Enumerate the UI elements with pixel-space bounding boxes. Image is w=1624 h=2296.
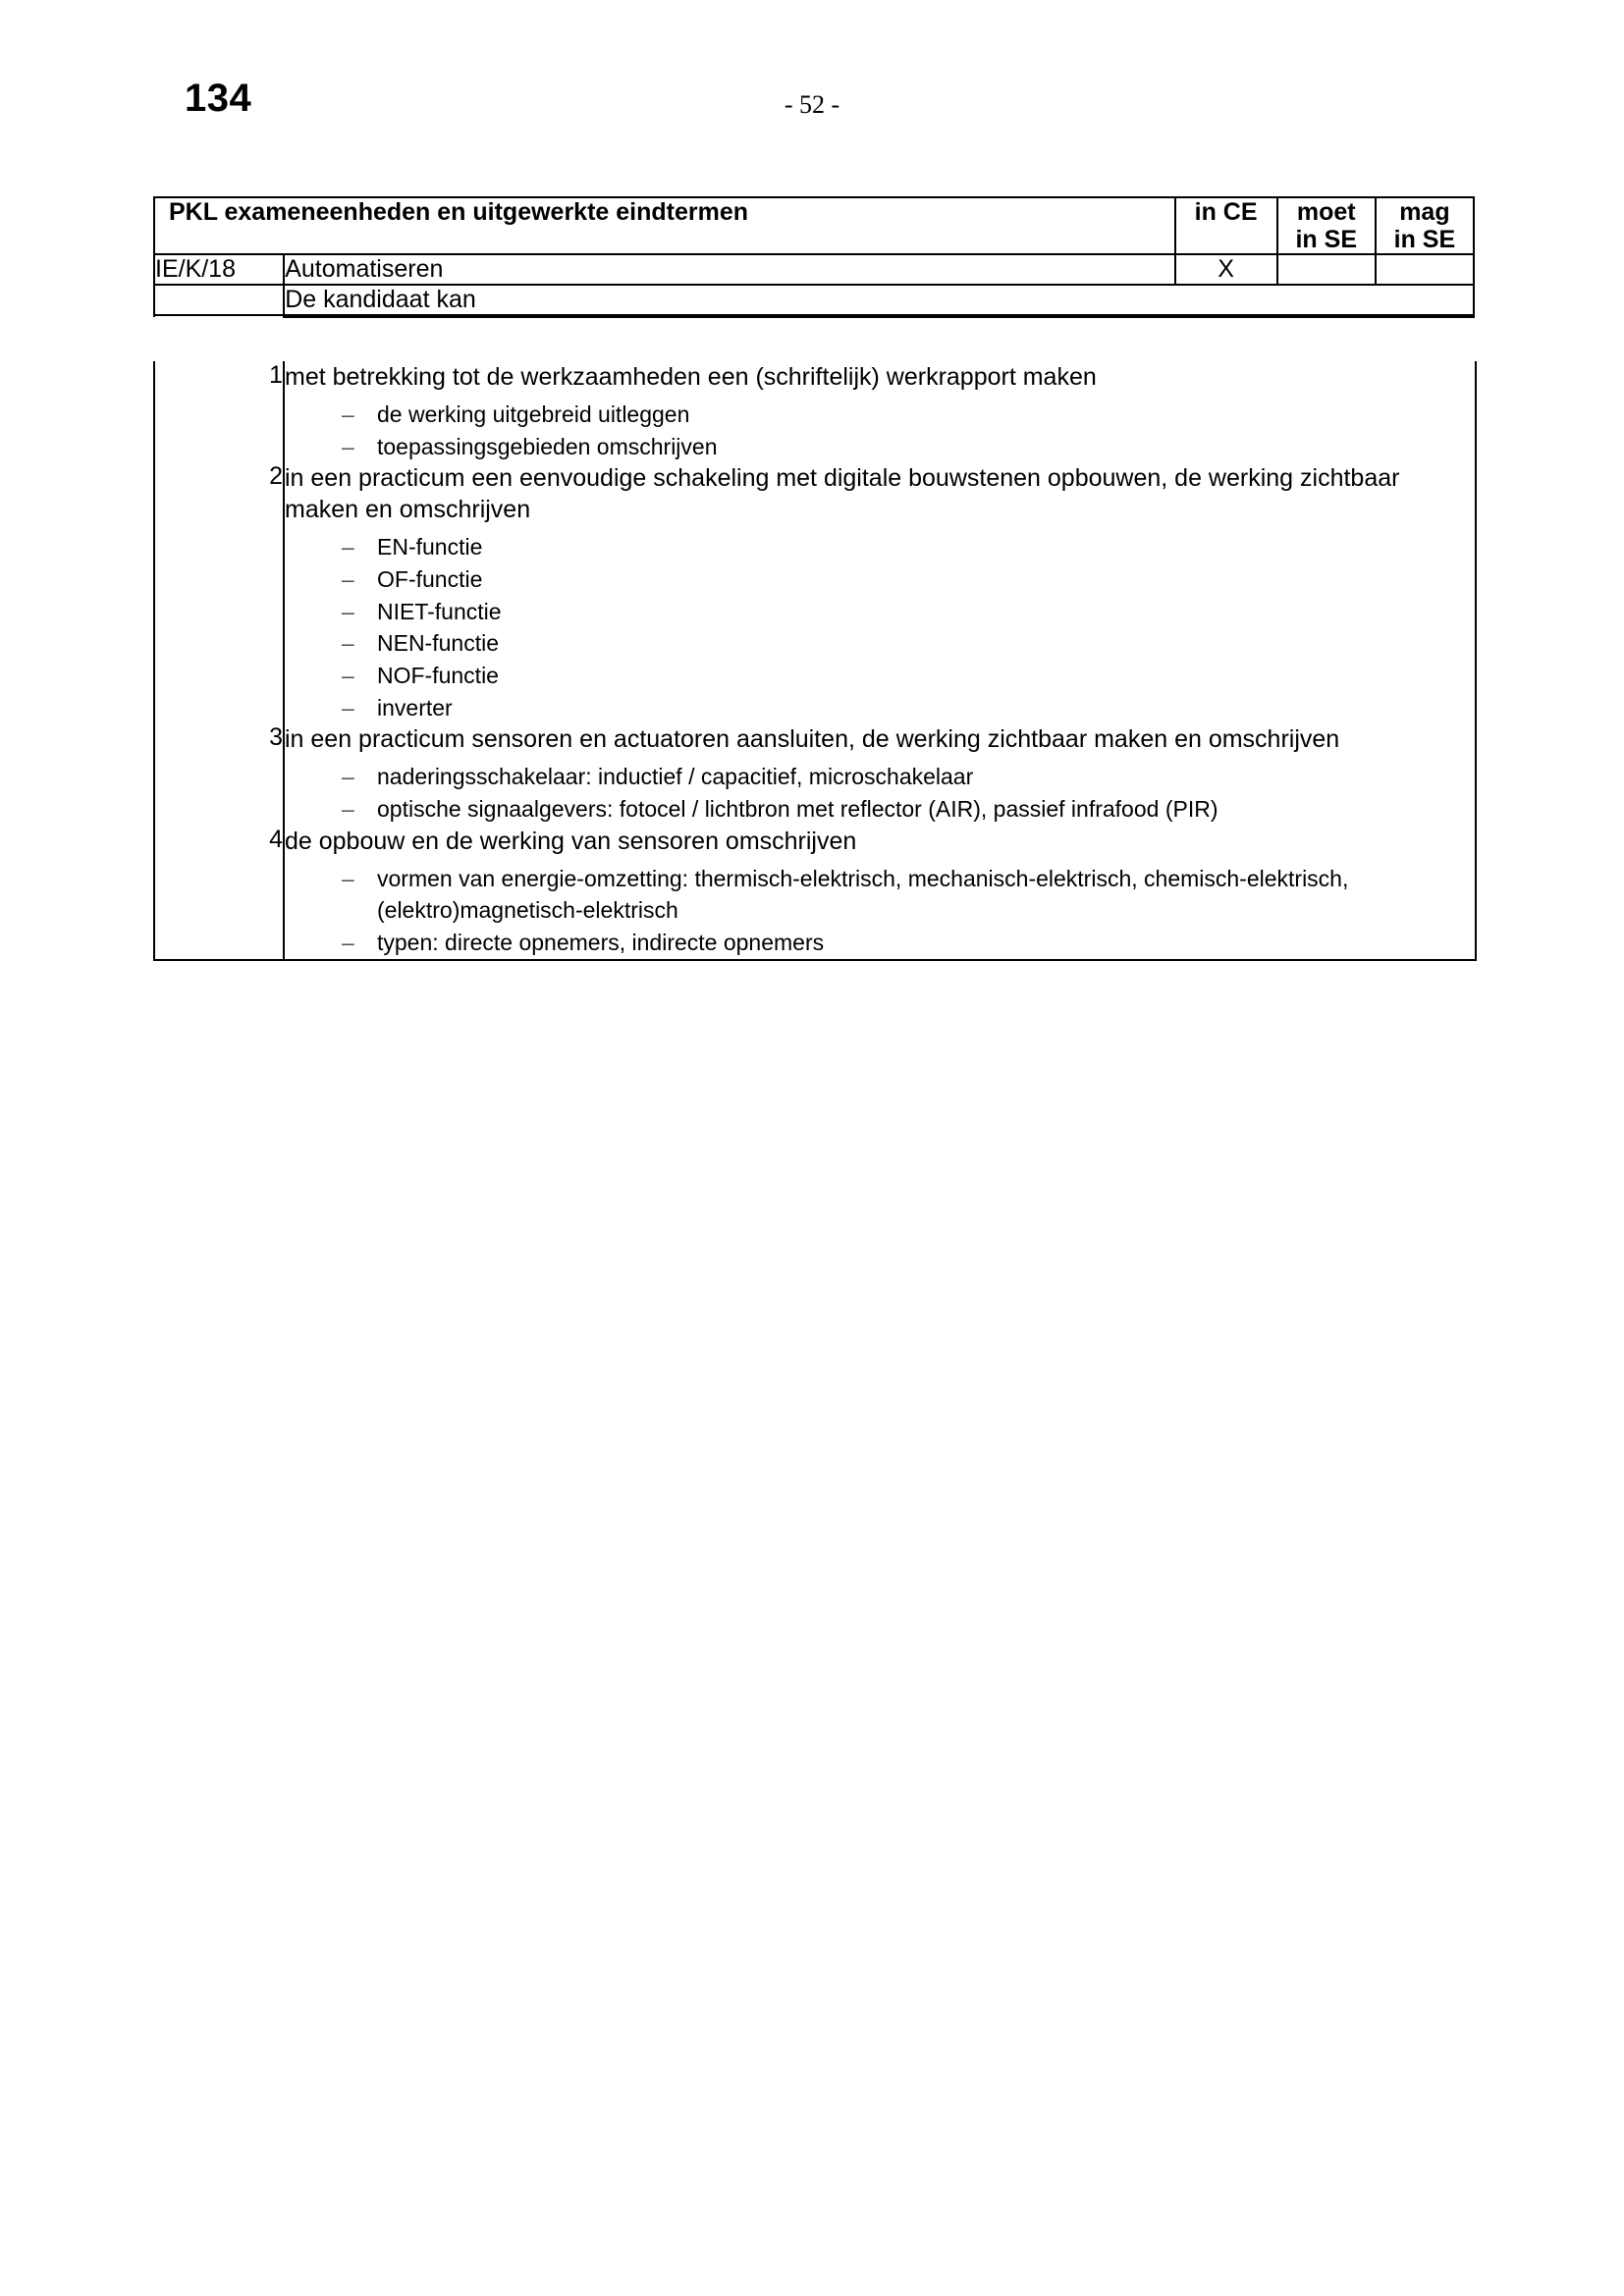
eindterm-subitems	[285, 531, 1475, 723]
unit-code: IE/K/18	[154, 254, 284, 285]
header-moet-in-se	[1277, 197, 1376, 254]
unit-row	[154, 254, 1474, 285]
eindterm-body	[284, 462, 1476, 723]
list-item: – naderingsschakelaar: inductief / capacitief, microschakelaar	[342, 761, 1475, 793]
list-item: – typen: directe opnemers, indirecte opnemers	[342, 927, 1475, 959]
page-number: - 52 -	[784, 90, 840, 119]
eindterm-subitems	[285, 399, 1475, 462]
list-item: – OF-functie	[342, 563, 1475, 596]
eindterm-number: 2	[154, 462, 284, 723]
header-title: PKL exameneenheden en uitgewerkte eindtermen	[154, 197, 1175, 254]
eindterm-body	[284, 723, 1476, 825]
eindterm-subitems	[285, 761, 1475, 825]
eindterm-row	[154, 361, 1476, 462]
pkl-table	[153, 196, 1475, 318]
list-item: – NOF-functie	[342, 660, 1475, 692]
header-moet-line1: moet	[1296, 198, 1356, 226]
unit-in-ce-mark: X	[1175, 254, 1277, 285]
eindterm-number: 1	[154, 361, 284, 462]
header-mag-line1: mag	[1399, 198, 1450, 226]
eindterm-body	[284, 361, 1476, 462]
header-mag-in-se	[1376, 197, 1474, 254]
eindterm-text: met betrekking tot de werkzaamheden een (schriftelijk) werkrapport maken	[285, 363, 1097, 391]
list-item: – inverter	[342, 692, 1475, 724]
content-row	[154, 315, 1474, 317]
eindterm-body	[284, 826, 1476, 960]
eindterm-number: 4	[154, 826, 284, 960]
eindterm-row	[154, 462, 1476, 723]
eindterm-number: 3	[154, 723, 284, 825]
list-item: – vormen van energie-omzetting: thermisch-elektrisch, mechanisch-elektrisch, chemisch-elektrisch, (elektro)magnetisch-elektrisch	[342, 863, 1475, 927]
eindterm-row	[154, 826, 1476, 960]
unit-name: Automatiseren	[284, 254, 1174, 285]
list-item: – de werking uitgebreid uitleggen	[342, 399, 1475, 431]
intro-blank-cell	[154, 285, 284, 315]
pkl-items-table	[153, 361, 1477, 961]
eindterm-text: de opbouw en de werking van sensoren omschrijven	[285, 827, 857, 855]
header-moet-line2: in SE	[1295, 226, 1357, 253]
eindterm-text: in een practicum een eenvoudige schakeling met digitale bouwstenen opbouwen, de werking zichtbaar maken en omschrijven	[285, 464, 1400, 524]
list-item: – optische signaalgevers: fotocel / lichtbron met reflector (AIR), passief infrafood (PIR)	[342, 793, 1475, 826]
eindterm-subitems	[285, 863, 1475, 959]
content-body-column	[284, 315, 1474, 317]
unit-moet-in-se-mark	[1277, 254, 1376, 285]
unit-mag-in-se-mark	[1376, 254, 1474, 285]
document-number: 134	[185, 77, 252, 120]
intro-text: De kandidaat kan	[284, 285, 1474, 315]
eindterm-row	[154, 723, 1476, 825]
intro-row	[154, 285, 1474, 315]
list-item: – NIET-functie	[342, 596, 1475, 628]
table-header-row	[154, 197, 1474, 254]
list-item: – toepassingsgebieden omschrijven	[342, 431, 1475, 463]
list-item: – NEN-functie	[342, 627, 1475, 660]
header-mag-line2: in SE	[1393, 226, 1456, 253]
header-in-ce: in CE	[1175, 197, 1277, 254]
list-item: – EN-functie	[342, 531, 1475, 563]
content-number-column	[154, 315, 284, 317]
eindterm-text: in een practicum sensoren en actuatoren aansluiten, de werking zichtbaar maken en omschrijven	[285, 725, 1340, 754]
